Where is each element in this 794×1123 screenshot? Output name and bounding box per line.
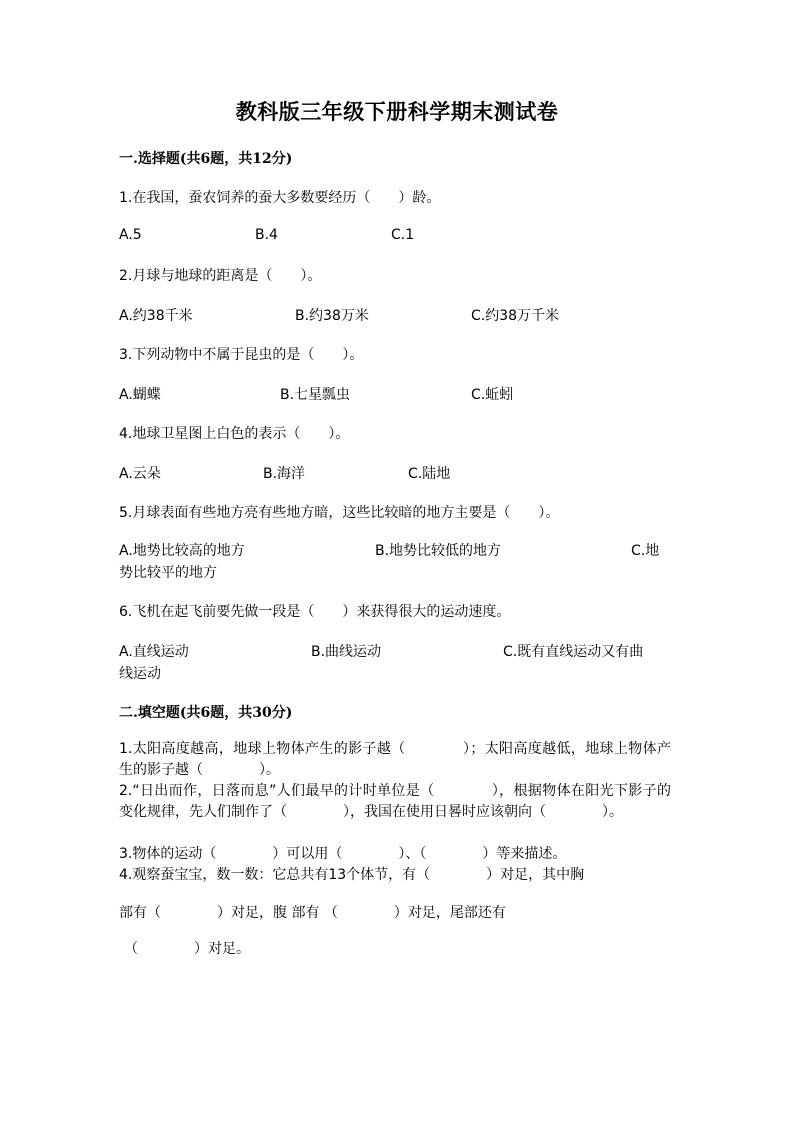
option-c-start: C.地 <box>631 543 660 559</box>
option-a: A.蝴蝶 <box>119 387 161 403</box>
option-a: A.5 <box>119 227 142 243</box>
question-stem: 1.在我国，蚕农饲养的蚕大多数要经历（ ）龄。 <box>119 190 441 206</box>
option-b: B.海洋 <box>263 466 306 482</box>
option-b: B.约38万米 <box>295 308 369 324</box>
fill-item: 3.物体的运动（ ）可以用（ ）、（ ）等来描述。 <box>119 846 567 862</box>
fill-item: 4.观察蚕宝宝，数一数：它总共有13个体节，有（ ）对足，其中胸 <box>119 867 585 883</box>
option-a: A.约38千米 <box>119 308 193 324</box>
option-row <box>119 641 664 685</box>
option-c: C.约38万千米 <box>471 308 560 324</box>
question-stem: 2.月球与地球的距离是（ ）。 <box>119 268 322 284</box>
option-c-wrap: 势比较平的地方 <box>119 565 217 581</box>
fill-item-continued: （ ）对足。 <box>124 941 250 957</box>
fill-item: 1.太阳高度越高，地球上物体产生的影子越（ ）；太阳高度越低，地球上物体产生的影子越（ ）。 <box>119 741 671 778</box>
fill-item: 2.“日出而作，日落而息”人们最早的计时单位是（ ），根据物体在阳光下影子的变化规律，先人们制作了（ ），我国在使用日晷时应该朝向（ ）。 <box>119 783 671 820</box>
option-row <box>119 540 664 584</box>
option-c: C.蚯蚓 <box>471 387 514 403</box>
option-b: B.七星瓢虫 <box>280 387 351 403</box>
section-heading-fill: 二.填空题(共6题，共30分) <box>119 705 293 721</box>
question-stem: 3.下列动物中不属于昆虫的是（ ）。 <box>119 347 364 363</box>
fill-item-continued: 部有（ ）对足，腹 部有 （ ）对足，尾部还有 <box>119 905 506 921</box>
question-stem: 6.飞机在起飞前要先做一段是（ ）来获得很大的运动速度。 <box>119 604 511 620</box>
option-c: C.1 <box>391 227 415 243</box>
question-stem: 4.地球卫星图上白色的表示（ ）。 <box>119 426 350 442</box>
option-a: A.云朵 <box>119 466 161 482</box>
option-a: A.直线运动 <box>119 644 189 660</box>
section-heading-choice: 一.选择题(共6题，共12分) <box>119 151 293 167</box>
option-a: A.地势比较高的地方 <box>119 543 245 559</box>
question-stem: 5.月球表面有些地方亮有些地方暗，这些比较暗的地方主要是（ ）。 <box>119 505 560 521</box>
option-b: B.曲线运动 <box>311 644 382 660</box>
option-b: B.4 <box>255 227 278 243</box>
option-c-wrap: 线运动 <box>119 666 161 682</box>
page-title: 教科版三年级下册科学期末测试卷 <box>235 99 559 124</box>
option-b: B.地势比较低的地方 <box>375 543 502 559</box>
option-c-start: C.既有直线运动又有曲 <box>503 644 644 660</box>
option-c: C.陆地 <box>408 466 451 482</box>
